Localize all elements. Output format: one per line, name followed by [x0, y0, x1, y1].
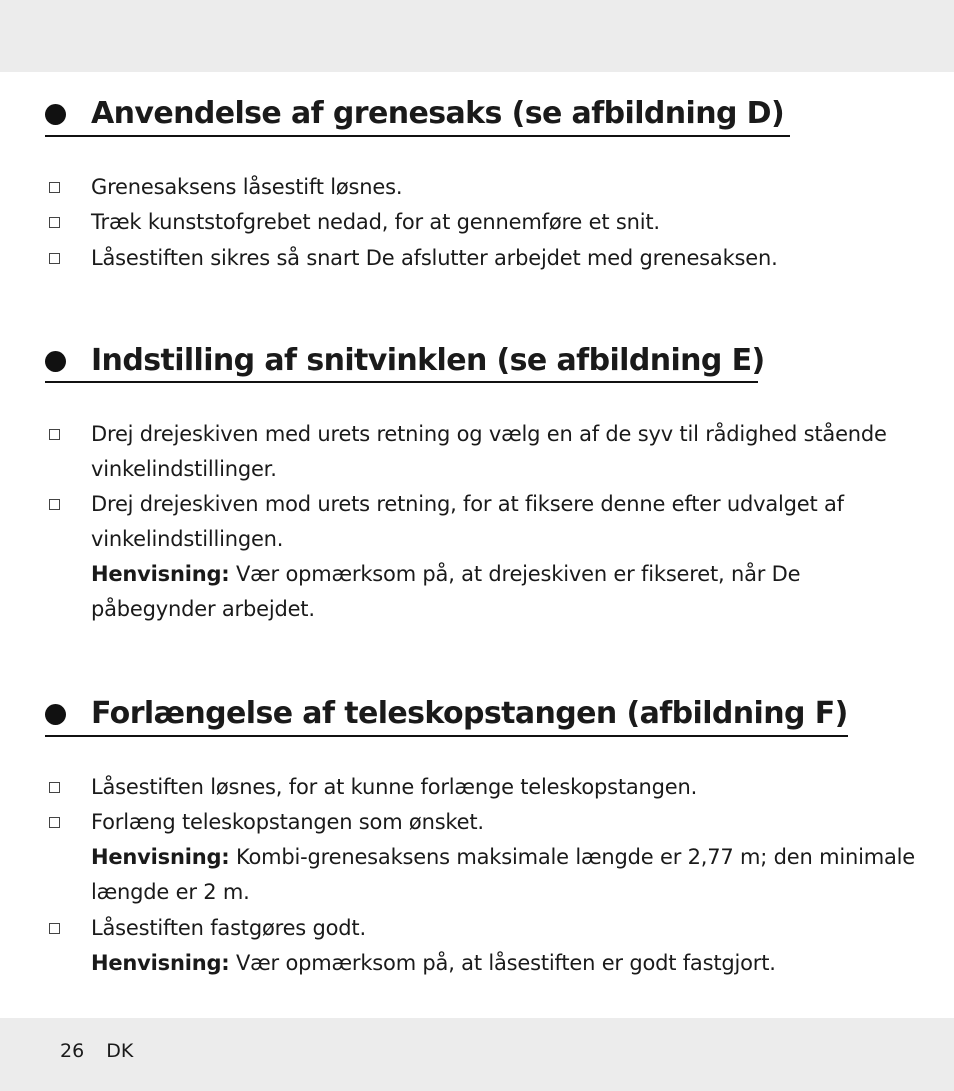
- note-label: Henvisning:: [91, 845, 230, 869]
- checkbox-bullet-icon: [49, 923, 60, 934]
- note-text: Vær opmærksom på, at låsestiften er godt fastgjort.: [229, 951, 776, 975]
- heading-text: Forlængelse af teleskopstangen (afbildning F): [91, 696, 848, 731]
- item-text: [91, 805, 915, 910]
- checkbox-bullet-icon: [49, 817, 60, 828]
- item-text: [91, 487, 915, 627]
- section-heading-3: [45, 696, 848, 732]
- top-band: [0, 0, 954, 72]
- list-item: [45, 770, 915, 805]
- checkbox-bullet-icon: [49, 782, 60, 793]
- checkbox-bullet-icon: [49, 253, 60, 264]
- heading-underline: [45, 381, 758, 383]
- note-label: Henvisning:: [91, 951, 230, 975]
- item-text: Låsestiften løsnes, for at kunne forlænge teleskopstangen.: [91, 775, 698, 799]
- bullet-dot-icon: [45, 704, 66, 725]
- list-item: [45, 417, 915, 487]
- item-text: Træk kunststofgrebet nedad, for at gennemføre et snit.: [91, 210, 660, 234]
- item-text: Låsestiften sikres så snart De afslutter arbejdet med grenesaksen.: [91, 246, 778, 270]
- list-item: [45, 205, 915, 240]
- language-code: DK: [106, 1040, 134, 1062]
- item-main-text: Låsestiften fastgøres godt.: [91, 916, 366, 940]
- item-main-text: Drej drejeskiven mod urets retning, for at fiksere denne efter udvalget af vinkelindstillingen.: [91, 492, 844, 551]
- item-main-text: Forlæng teleskopstangen som ønsket.: [91, 810, 484, 834]
- page-footer: [60, 1040, 155, 1062]
- checkbox-bullet-icon: [49, 217, 60, 228]
- item-text: [91, 911, 915, 981]
- item-text: Drej drejeskiven med urets retning og vælg en af de syv til rådighed stående vinkelindstillinger.: [91, 422, 887, 481]
- checkbox-bullet-icon: [49, 429, 60, 440]
- heading-text: Anvendelse af grenesaks (se afbildning D): [91, 96, 785, 131]
- bullet-dot-icon: [45, 351, 66, 372]
- heading-underline: [45, 735, 848, 737]
- item-text: Grenesaksens låsestift løsnes.: [91, 175, 403, 199]
- heading-underline: [45, 135, 790, 137]
- checkbox-bullet-icon: [49, 182, 60, 193]
- heading-text: Indstilling af snitvinklen (se afbildning E): [91, 343, 765, 378]
- note-text: Vær opmærksom på, at drejeskiven er fikseret, når De påbegynder arbejdet.: [91, 562, 801, 621]
- list-item: [45, 170, 915, 205]
- list-item: [45, 911, 915, 981]
- note-text: Kombi-grenesaksens maksimale længde er 2,77 m; den minimale længde er 2 m.: [91, 845, 915, 904]
- section-heading-2: [45, 343, 765, 379]
- list-item: [45, 487, 915, 627]
- section-heading-1: [45, 96, 784, 132]
- checkbox-bullet-icon: [49, 499, 60, 510]
- list-item: [45, 241, 915, 276]
- bullet-dot-icon: [45, 104, 66, 125]
- list-item: [45, 805, 915, 910]
- page-number: 26: [60, 1040, 85, 1062]
- note-label: Henvisning:: [91, 562, 230, 586]
